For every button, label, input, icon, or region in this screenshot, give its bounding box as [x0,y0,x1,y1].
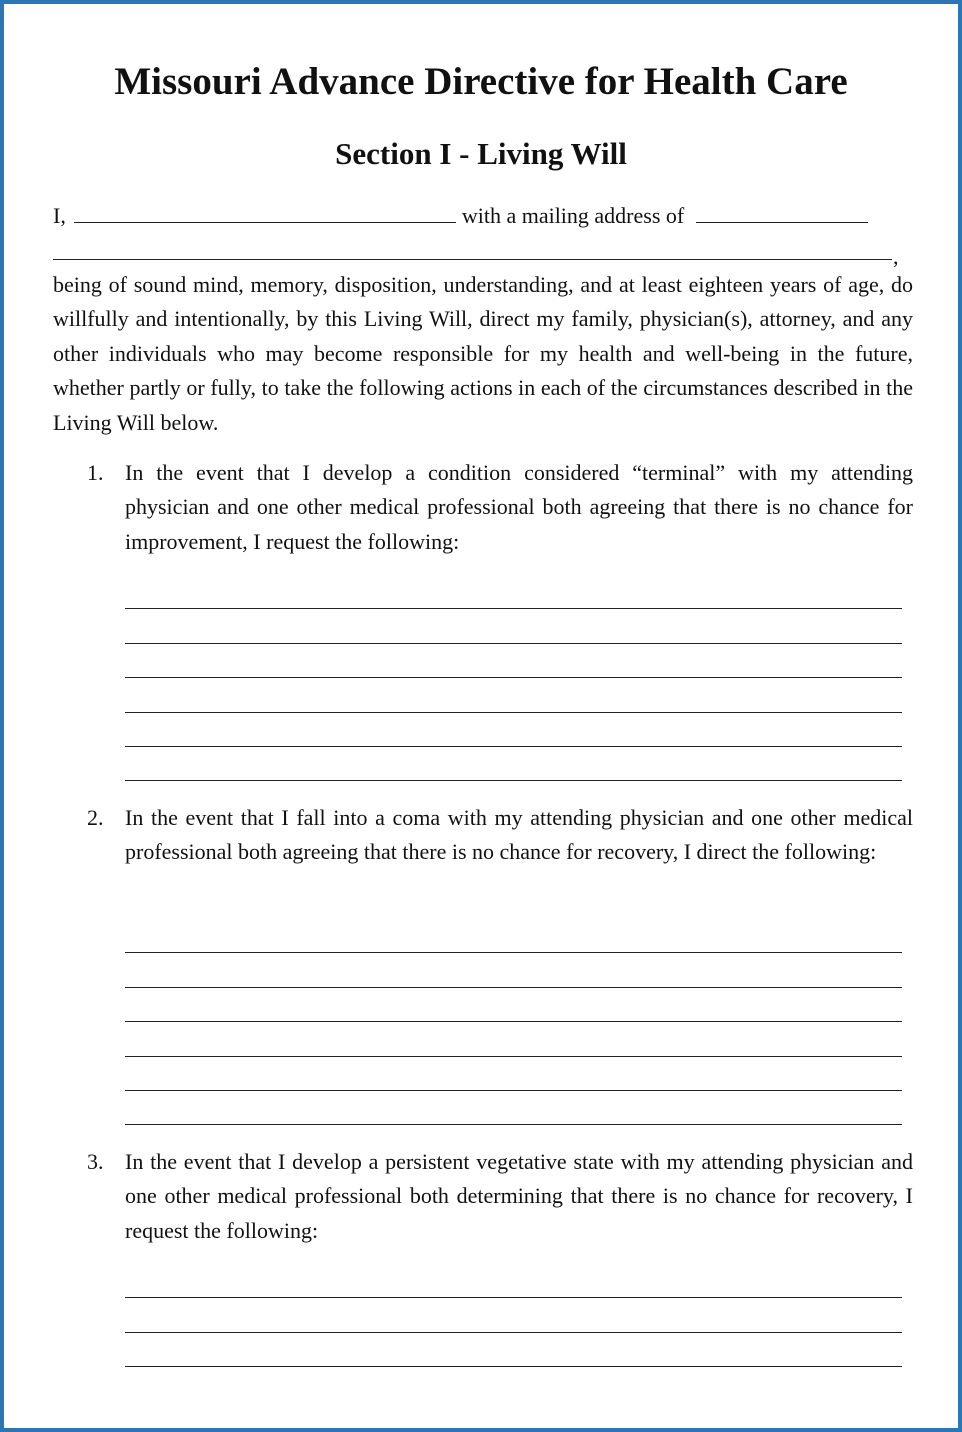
document-title: Missouri Advance Directive for Health Care [114,60,848,103]
item-2-response-lines[interactable] [125,919,902,1125]
intro-paragraph: being of sound mind, memory, disposition, understanding, and at least eighteen years of age, do willfully and intentionally, by this Living Will, direct my family, physician(s), attorney, and any other individuals who may become responsible for my health and well-being in the future, whether partly or fully, to take the following actions in each of the circumstances described in the Living Will below. [53,272,913,435]
item-number: 1. [87,460,104,485]
response-line[interactable] [125,1091,902,1125]
declarant-prefix: I, [53,203,66,228]
item-number: 2. [87,805,104,830]
response-line[interactable] [125,747,902,781]
item-3-response-lines[interactable] [125,1264,902,1367]
section-title: Section I - Living Will [335,136,627,171]
line-end-comma: , [893,244,899,269]
mailing-address-label: with a mailing address of [461,203,685,228]
item-1-response-lines[interactable] [125,575,902,781]
response-line[interactable] [125,988,902,1022]
response-line[interactable] [125,919,902,953]
item-text: In the event that I develop a persistent vegetative state with my attending physician and one other medical professional both determining that there is no chance for recovery, I request the following: [125,1149,913,1243]
declarant-line [53,201,868,231]
response-line[interactable] [125,1022,902,1056]
response-line[interactable] [125,1298,902,1332]
response-line[interactable] [125,953,902,987]
response-line[interactable] [125,1264,902,1298]
item-text: In the event that I fall into a coma with my attending physician and one other medical professional both agreeing that there is no chance for recovery, I direct the following: [125,805,913,865]
mailing-address-field[interactable] [696,203,868,223]
mailing-address-field-continued[interactable] [53,259,892,260]
item-text: In the event that I develop a condition considered “terminal” with my attending physician and one other medical professional both agreeing that there is no chance for improvement, I request the following: [125,460,913,554]
response-line[interactable] [125,609,902,643]
response-line[interactable] [125,678,902,712]
response-line[interactable] [125,644,902,678]
response-line[interactable] [125,575,902,609]
item-number: 3. [87,1149,104,1174]
response-line[interactable] [125,1057,902,1091]
response-line[interactable] [125,1333,902,1367]
response-line[interactable] [125,713,902,747]
name-field[interactable] [74,203,456,223]
